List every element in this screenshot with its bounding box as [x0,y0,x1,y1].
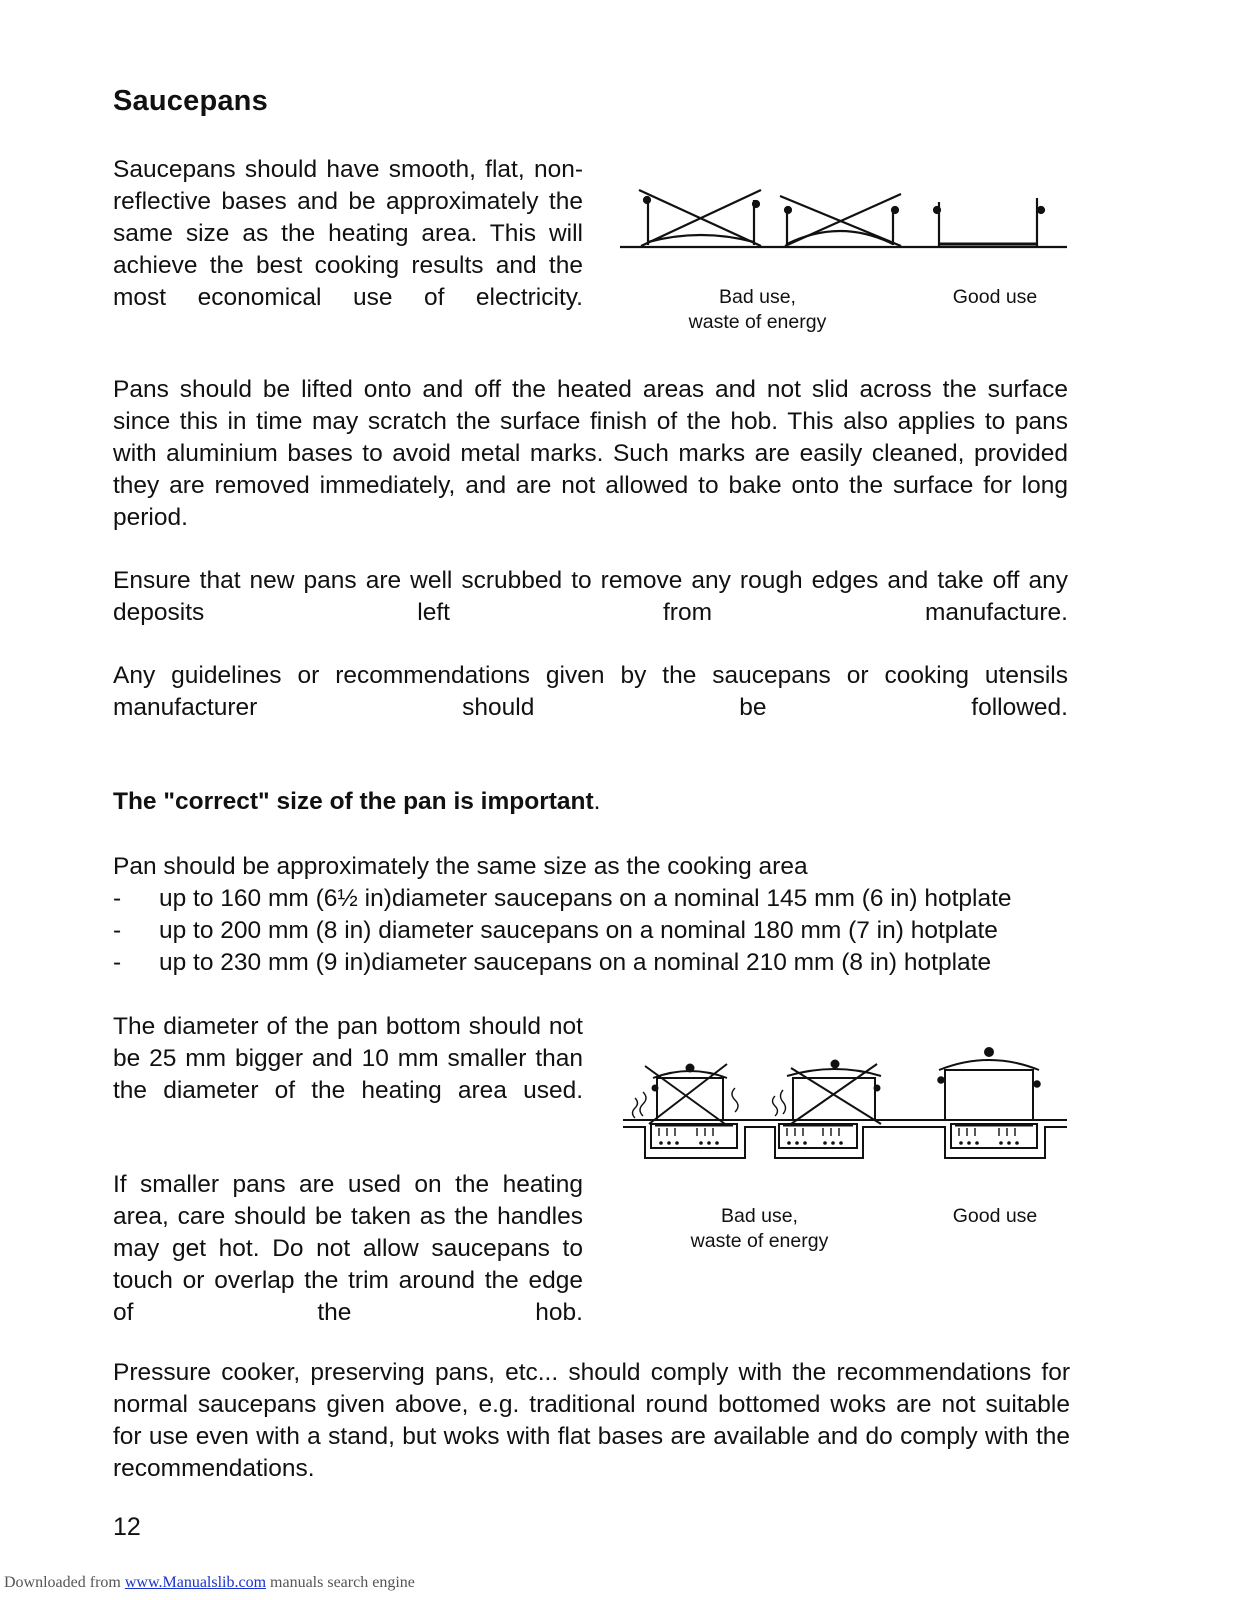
figure1-bad-caption: Bad use, waste of energy [688,286,827,333]
figure2-bad-caption: Bad use, waste of energy [690,1205,829,1252]
list-item: - up to 230 mm (9 in)diameter saucepans on a nominal 210 mm (8 in) hotplate [113,949,992,976]
paragraph-guidelines: Any guidelines or recommendations given by the saucepans or cooking utensils manufacturer should be followed. [113,662,1068,721]
bad-pan-mismatched [773,1061,882,1125]
manualslib-link[interactable]: www.Manualslib.com [124,1574,267,1591]
download-footer: Downloaded from www.Manualslib.com manuals search engine [4,1574,415,1591]
good-pan-flat [934,198,1044,246]
paragraph-pressure-cooker: Pressure cooker, preserving pans, etc... should comply with the recommendations for normal saucepans given above, e.g. traditional round bottomed woks are not suitable for use even with a stand, but woks with flat bases are available and do comply with the recommendations. [113,1359,1070,1482]
list-item: - up to 160 mm (6½ in)diameter saucepans on a nominal 145 mm (6 in) hotplate [113,885,1012,912]
bad-pan-warped-2 [780,194,901,246]
paragraph-handles: If smaller pans are used on the heating area, care should be taken as the handles may get hot. Do not allow saucepans to touch or overlap the trim around the edge of the hob. [113,1171,583,1326]
heating-element-1 [651,1124,737,1148]
intro-paragraph: Saucepans should have smooth, flat, non-reflective bases and be approximately the same size as the heating area. This will achieve the best cooking results and the most economical use of electricity. [113,156,583,311]
good-pan-correct-size [938,1048,1040,1120]
page-title: Saucepans [113,85,268,117]
figure1-good-caption: Good use [952,286,1038,308]
paragraph-lift-pans: Pans should be lifted onto and off the heated areas and not slid across the surface since this in time may scratch the surface finish of the hob. This also applies to pans with aluminium bases to avoid metal marks. Such marks are easily cleaned, provided they are removed immediately, and are not allowed to bake onto the surface for long period. [113,376,1068,531]
list-item: - up to 200 mm (8 in) diameter saucepans on a nominal 180 mm (7 in) hotplate [113,917,998,944]
heating-element-2 [779,1124,857,1148]
paragraph-diameter: The diameter of the pan bottom should not be 25 mm bigger and 10 mm smaller than the diameter of the heating area used. [113,1013,583,1104]
correct-size-subheading: The "correct" size of the pan is important. [113,788,601,815]
bad-pan-warped-1 [639,190,761,246]
size-intro: Pan should be approximately the same size as the cooking area [113,853,808,880]
paragraph-scrub-pans: Ensure that new pans are well scrubbed to remove any rough edges and take off any deposits left from manufacture. [113,567,1068,626]
pan-base-diagram [615,180,1075,260]
bad-pan-too-small [633,1064,739,1124]
pan-size-diagram [615,1040,1075,1170]
page-number: 12 [113,1513,141,1541]
size-list [113,883,1012,979]
heating-element-3 [951,1124,1037,1148]
figure2-good-caption: Good use [952,1205,1038,1227]
